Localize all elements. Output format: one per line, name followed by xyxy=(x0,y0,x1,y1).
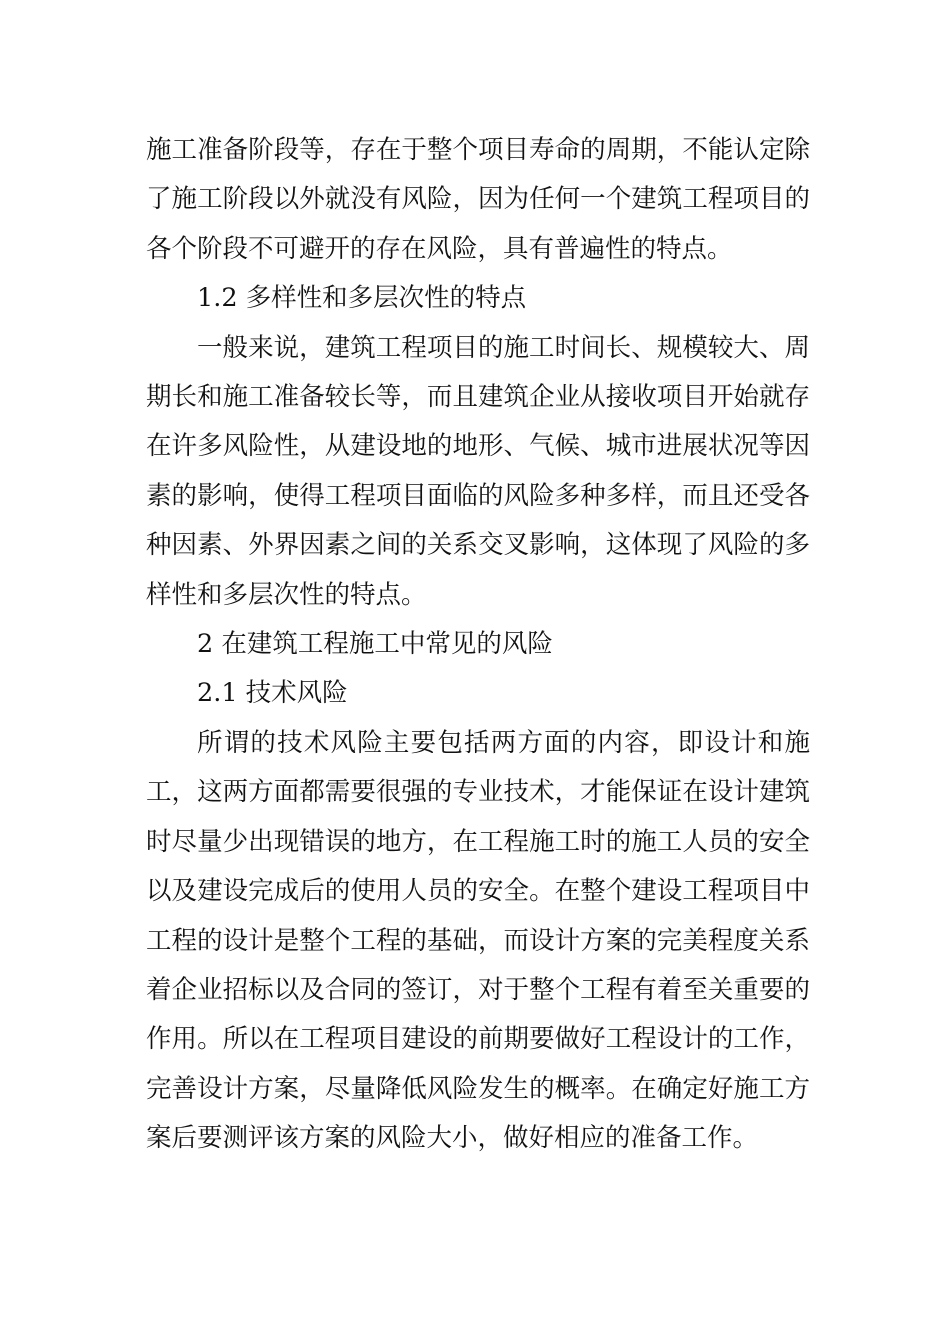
paragraph-technical-risk: 所谓的技术风险主要包括两方面的内容，即设计和施工，这两方面都需要很强的专业技术，才能保证在设计建筑时尽量少出现错误的地方，在工程施工时的施工人员的安全以及建设完成后的使用人员的安全。在整个建设工程项目中工程的设计是整个工程的基础，而设计方案的完美程度关系着企业招标以及合同的签订，对于整个工程有着至关重要的作用。所以在工程项目建设的前期要做好工程设计的工作，完善设计方案，尽量降低风险发生的概率。在确定好施工方案后要测评该方案的风险大小，做好相应的准备工作。 xyxy=(146,727,810,1154)
section-heading-2-1: 2.1 技术风险 xyxy=(197,678,348,709)
section-heading-1-2: 1.2 多样性和多层次性的特点 xyxy=(197,283,527,314)
paragraph-diversity: 一般来说，建筑工程项目的施工时间长、规模较大、周期长和施工准备较长等，而且建筑企业从接收项目开始就存在许多风险性，从建设地的地形、气候、城市进展状况等因素的影响，使得工程项目面临的风险多种多样，而且还受各种因素、外界因素之间的关系交叉影响，这体现了风险的多样性和多层次性的特点。 xyxy=(146,332,810,610)
document-body xyxy=(146,126,810,1164)
section-heading-2: 2 在建筑工程施工中常见的风险 xyxy=(197,629,553,660)
paragraph-continuation: 施工准备阶段等，存在于整个项目寿命的周期，不能认定除了施工阶段以外就没有风险，因为任何一个建筑工程项目的各个阶段不可避开的存在风险，具有普遍性的特点。 xyxy=(146,135,810,264)
